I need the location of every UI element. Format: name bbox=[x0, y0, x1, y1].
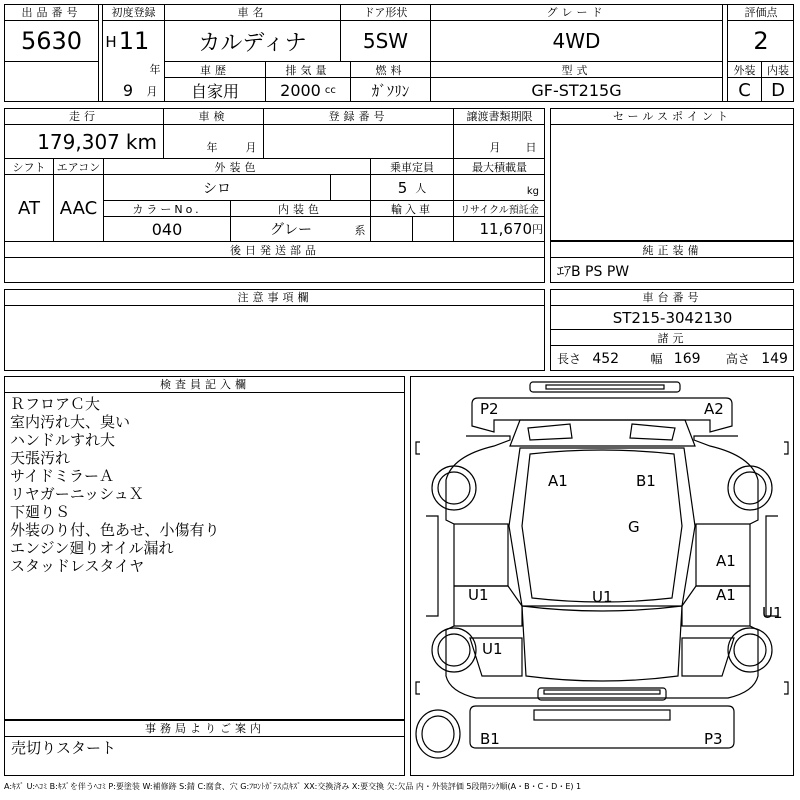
int-color-unit: 系 bbox=[354, 224, 366, 237]
displacement-unit: cc bbox=[324, 84, 336, 96]
damage-mark-5: G bbox=[628, 518, 640, 536]
damage-mark-1: P2 bbox=[480, 400, 499, 418]
ac-label: エアコン bbox=[56, 160, 101, 174]
model-code: GF-ST215G bbox=[531, 80, 622, 100]
height-label: 高さ bbox=[725, 352, 750, 366]
history: 自家用 bbox=[190, 81, 239, 101]
reg-no-label: 登録番号 bbox=[328, 110, 389, 123]
model-code-label: 型式 bbox=[561, 63, 592, 77]
damage-mark-7: U1 bbox=[468, 586, 489, 604]
exterior-grade: C bbox=[738, 79, 751, 101]
length-label: 長さ bbox=[557, 352, 582, 366]
door-label: ドア形状 bbox=[363, 6, 408, 19]
reg-year: 11 bbox=[118, 27, 150, 55]
door: 5SW bbox=[362, 29, 409, 53]
office-label: 事務局よりご案内 bbox=[145, 722, 265, 735]
reg-month: 9 bbox=[122, 80, 134, 100]
inspection-year-unit: 年 bbox=[206, 141, 218, 154]
grade-label: グレード bbox=[546, 6, 607, 19]
shift-label: シフト bbox=[12, 160, 46, 174]
shift: AT bbox=[18, 197, 40, 219]
damage-mark-13: P3 bbox=[704, 730, 723, 748]
dims-row bbox=[551, 346, 794, 371]
grade: 4WD bbox=[552, 29, 601, 53]
era: H bbox=[105, 33, 117, 51]
ac: AAC bbox=[59, 197, 98, 219]
max-load-label: 最大積載量 bbox=[472, 160, 527, 174]
note-line-3: ハンドルすれ大 bbox=[10, 431, 116, 449]
car-diagram bbox=[410, 376, 794, 776]
transfer-month-unit: 月 bbox=[489, 141, 501, 154]
sales-point-box bbox=[550, 108, 794, 241]
color-no-label: カラーNo. bbox=[132, 202, 202, 216]
damage-mark-11: U1 bbox=[482, 640, 503, 658]
chassis: ST215-3042130 bbox=[612, 308, 733, 327]
displacement-value: 2000 bbox=[280, 80, 321, 100]
int-color-label: 内装色 bbox=[278, 202, 323, 216]
fuel-label: 燃料 bbox=[375, 63, 406, 77]
office-text: 売切りスタート bbox=[11, 738, 117, 757]
caution-label: 注意事項欄 bbox=[237, 291, 313, 304]
damage-mark-12: B1 bbox=[480, 730, 500, 748]
exterior-label: 外装 bbox=[733, 63, 756, 77]
color-no: 040 bbox=[151, 219, 183, 239]
note-line-4: 天張汚れ bbox=[10, 449, 71, 467]
recycle-label: リサイクル預託金 bbox=[460, 205, 539, 216]
dims-label: 諸元 bbox=[657, 331, 688, 345]
score-label: 評価点 bbox=[744, 6, 778, 19]
int-color: グレー bbox=[270, 222, 312, 238]
mileage-value: 179,307 bbox=[37, 129, 120, 154]
inspector-label: 検査員記入欄 bbox=[160, 378, 250, 391]
equipment-label: 純正装備 bbox=[642, 243, 703, 257]
interior-label: 内装 bbox=[767, 63, 789, 77]
sales-point-label: セールスポイント bbox=[612, 110, 732, 123]
capacity-label: 乗車定員 bbox=[390, 160, 434, 174]
note-line-2: 室内汚れ大、臭い bbox=[10, 413, 131, 431]
mileage-unit: km bbox=[125, 129, 157, 154]
damage-mark-6: A1 bbox=[716, 552, 736, 570]
score: 2 bbox=[753, 27, 769, 55]
inspection-label: 車検 bbox=[198, 110, 229, 123]
note-line-9: エンジン廻りオイル漏れ bbox=[10, 539, 174, 557]
lot-no: 5630 bbox=[20, 27, 83, 55]
damage-mark-3: A1 bbox=[548, 472, 568, 490]
width: 169 bbox=[673, 350, 701, 367]
displacement-label: 排気量 bbox=[285, 63, 331, 77]
fuel: ｶﾞｿﾘﾝ bbox=[371, 81, 410, 100]
damage-mark-4: B1 bbox=[636, 472, 656, 490]
history-label: 車歴 bbox=[200, 63, 230, 77]
chassis-label: 車台番号 bbox=[642, 291, 703, 304]
recycle-value: 11,670 bbox=[479, 220, 532, 238]
note-line-5: サイドミラーＡ bbox=[10, 467, 114, 485]
capacity-value: 5 bbox=[397, 178, 408, 197]
recycle-unit: 円 bbox=[532, 223, 543, 236]
inspector-notes bbox=[10, 395, 400, 575]
note-line-6: リヤガーニッシュＸ bbox=[10, 485, 144, 503]
transfer-label: 譲渡書類期限 bbox=[466, 110, 533, 123]
note-line-10: スタッドレスタイヤ bbox=[10, 557, 145, 575]
max-load-unit: kg bbox=[526, 185, 539, 197]
equipment: ｴｱB PS PW bbox=[557, 263, 630, 280]
first-reg-label: 初度登録 bbox=[111, 6, 156, 19]
damage-mark-10: U1 bbox=[762, 604, 783, 622]
year-unit: 年 bbox=[149, 63, 161, 76]
recycle bbox=[454, 217, 545, 241]
damage-mark-9: A1 bbox=[716, 586, 736, 604]
height: 149 bbox=[761, 350, 788, 367]
ext-color: シロ bbox=[203, 180, 231, 197]
import-label: 輸入車 bbox=[391, 202, 433, 216]
car-name-label: 車名 bbox=[237, 6, 268, 19]
inspection-month-unit: 月 bbox=[245, 141, 257, 154]
interior-grade: D bbox=[771, 79, 785, 101]
mileage-label: 走行 bbox=[69, 110, 99, 123]
displacement bbox=[266, 78, 350, 102]
footer-legend: A:ｷｽﾞ U:ﾍｺﾐ B:ｷｽﾞを伴うﾍｺﾐ P:要塗装 W:補修跡 S:錆 C:腐食、穴 G:ﾌﾛﾝﾄｶﾞﾗｽ点ｷｽﾞ XX:交換済み X:要交換 欠:欠品 内・外装評価 5段階ﾗﾝｸ順(A・B・C・D・E) 1 bbox=[4, 782, 582, 791]
damage-mark-8: U1 bbox=[592, 588, 613, 606]
transfer-day-unit: 日 bbox=[525, 141, 537, 154]
length: 452 bbox=[592, 350, 620, 367]
lot-no-label: 出品番号 bbox=[21, 6, 82, 19]
month-unit: 月 bbox=[146, 85, 158, 98]
capacity-unit: 人 bbox=[415, 181, 427, 195]
width-label: 幅 bbox=[650, 352, 663, 366]
capacity bbox=[371, 175, 453, 200]
ext-color-label: 外装色 bbox=[214, 160, 260, 174]
car-name: カルディナ bbox=[198, 30, 307, 56]
damage-mark-2: A2 bbox=[704, 400, 724, 418]
note-line-7: 下廻りＳ bbox=[10, 503, 71, 521]
note-line-8: 外装のり付、色あせ、小傷有り bbox=[10, 521, 220, 539]
mileage bbox=[5, 125, 163, 158]
note-line-1: ＲフロアＣ大 bbox=[10, 395, 101, 413]
later-parts-label: 後日発送部品 bbox=[230, 243, 320, 257]
